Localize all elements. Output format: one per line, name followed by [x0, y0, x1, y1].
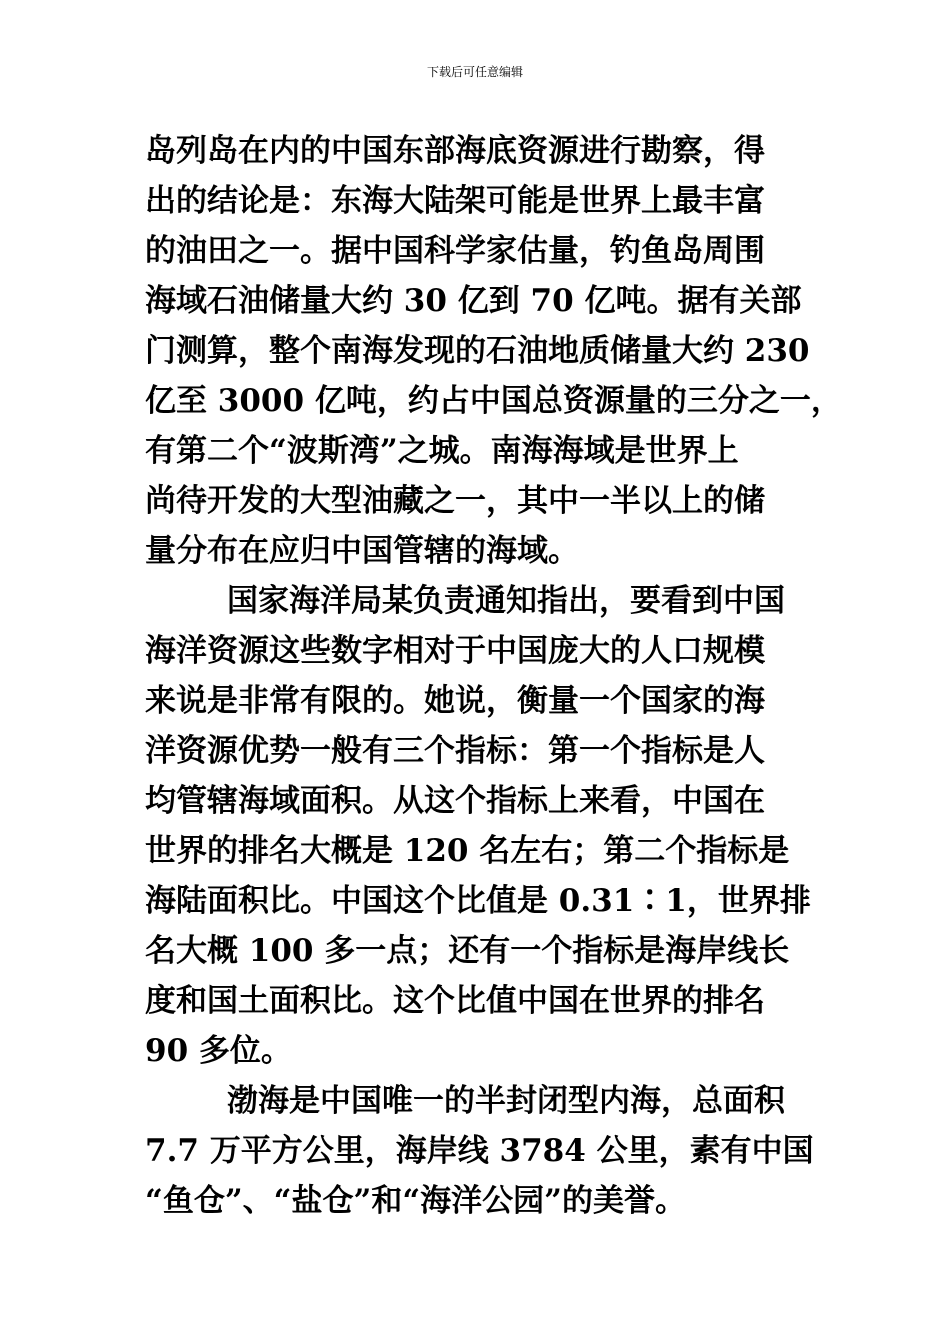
text-line: 海洋资源这些数字相对于中国庞大的人口规模 — [145, 633, 765, 669]
text-line: 名大概 100 多一点；还有一个指标是海岸线长 — [145, 933, 790, 969]
text-line: 均管辖海域面积。从这个指标上来看，中国在 — [145, 783, 765, 819]
text-line: 出的结论是：东海大陆架可能是世界上最丰富 — [145, 183, 765, 219]
text-line: 洋资源优势一般有三个指标：第一个指标是人 — [145, 733, 765, 769]
text-line: 90 多位。 — [145, 1033, 292, 1069]
text-line: 岛列岛在内的中国东部海底资源进行勘察，得 — [145, 133, 765, 169]
text-line: 的油田之一。据中国科学家估量，钓鱼岛周围 — [145, 233, 765, 269]
text-line: 海域石油储量大约 30 亿到 70 亿吨。据有关部 — [145, 283, 802, 319]
text-line: 度和国土面积比。这个比值中国在世界的排名 — [145, 983, 765, 1019]
text-line: 门测算，整个南海发现的石油地质储量大约 230 — [145, 333, 810, 369]
text-line: 有第二个“波斯湾”之城。南海海域是世界上 — [145, 433, 739, 469]
text-line: 国家海洋局某负责通知指出，要看到中国 — [227, 583, 785, 619]
text-line: 渤海是中国唯一的半封闭型内海，总面积 — [227, 1083, 785, 1119]
text-line: 7.7 万平方公里，海岸线 3784 公里，素有中国 — [145, 1133, 814, 1169]
text-line: “鱼仓”、“盐仓”和“海洋公园”的美誉。 — [145, 1183, 686, 1219]
text-line: 来说是非常有限的。她说，衡量一个国家的海 — [145, 683, 765, 719]
text-line: 量分布在应归中国管辖的海域。 — [145, 533, 579, 569]
page-header: 下载后可任意编辑 — [426, 65, 523, 79]
paragraph-2 — [145, 576, 810, 1076]
text-line: 海陆面积比。中国这个比值是 0.31∶1，世界排 — [145, 883, 811, 919]
body-text — [145, 126, 842, 1226]
text-line: 尚待开发的大型油藏之一，其中一半以上的储 — [145, 483, 765, 519]
text-line: 亿至 3000 亿吨，约占中国总资源量的三分之一， — [145, 383, 842, 419]
text-line: 世界的排名大概是 120 名左右；第二个指标是 — [145, 833, 790, 869]
paragraph-1 — [145, 126, 842, 576]
paragraph-3 — [145, 1076, 814, 1226]
